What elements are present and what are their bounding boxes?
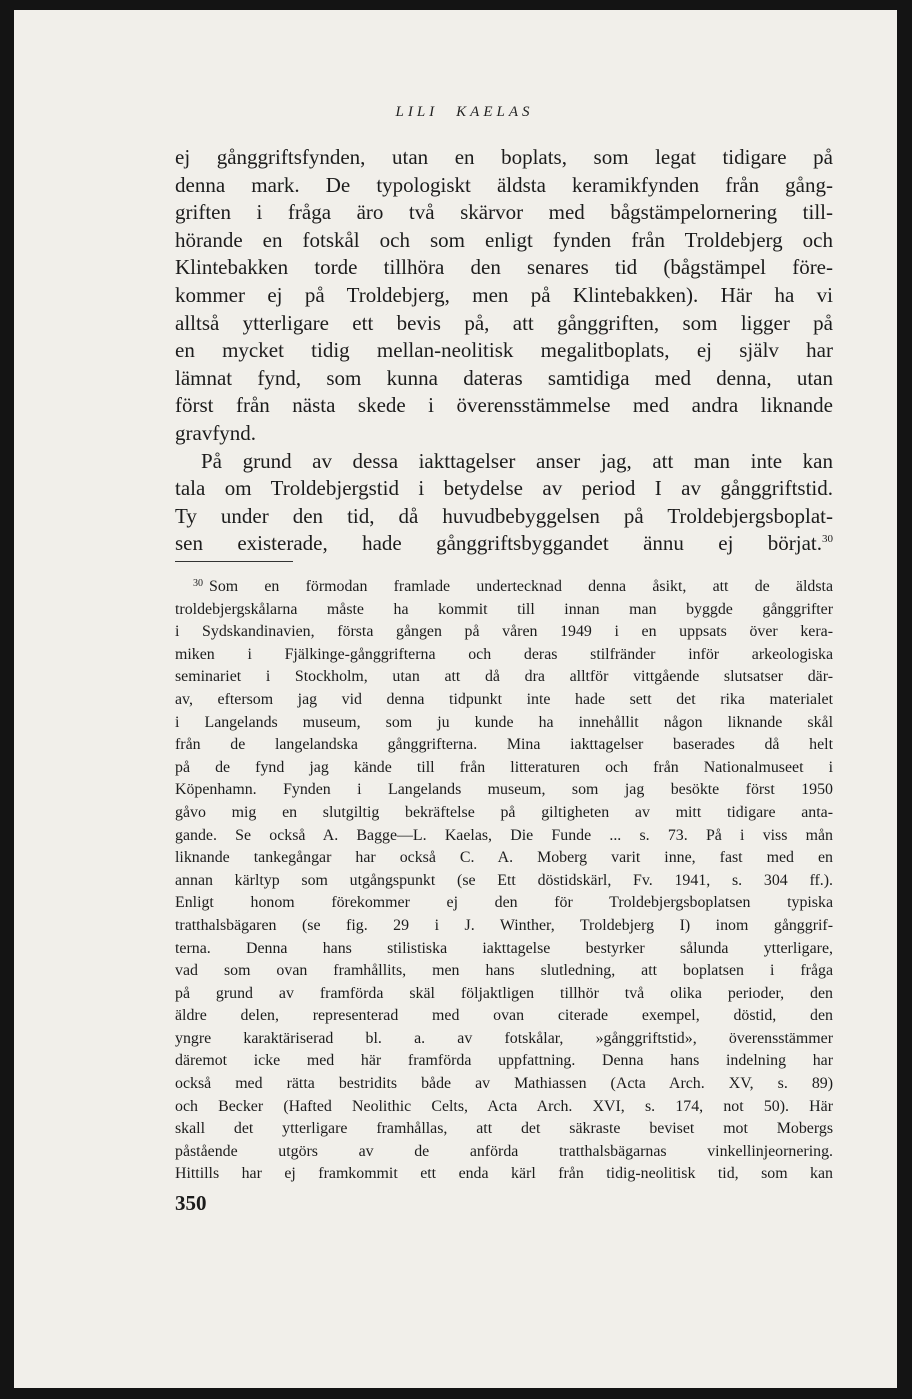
text-line: tala om Troldebjergstid i betydelse av period I av gånggriftstid.: [175, 476, 833, 501]
footnote-line: äldre delen, representerad med ovan citerade exempel, döstid, den: [175, 1007, 833, 1025]
text-line: först från nästa skede i överensstämmelse med andra liknande: [175, 393, 833, 418]
footnote-line: yngre karaktäriserad bl. a. av fotskålar, »gånggriftstid», överensstämmer: [175, 1029, 833, 1047]
running-head: [14, 104, 897, 121]
running-head-first-name: LILI: [395, 104, 439, 120]
footnote-line: skall det ytterligare framhållas, att det säkraste beviset mot Mobergs: [175, 1120, 833, 1138]
text-line: gravfynd.: [175, 420, 257, 445]
footnote-line: troldebjergskålarna måste ha kommit till innan man byggde gånggrifter: [175, 600, 833, 618]
book-page: [14, 10, 897, 1388]
text-line: ej gånggriftsfynden, utan en boplats, som legat tidigare på: [175, 145, 833, 169]
text-line: hörande en fotskål och som enligt fynden från Troldebjerg och: [175, 227, 833, 252]
footnote-line: på grund av framförda skäl följaktligen tillhör två olika perioder, den: [175, 984, 833, 1002]
footnote-line: däremot icke med här framförda uppfattning. Denna hans indelning har: [175, 1052, 833, 1070]
footnote-line-first: [175, 576, 833, 599]
footnote-reference: 30: [822, 533, 833, 546]
text-line: griften i fråga äro två skärvor med bågstämpelornering till-: [175, 200, 833, 225]
footnote-line: i Langelands museum, som ju kunde ha innehållit någon liknande skål: [175, 713, 833, 731]
footnote-line: annan kärltyp som utgångspunkt (se Ett döstidskärl, Fv. 1941, s. 304 ff.).: [175, 871, 833, 889]
text-line-last: [175, 530, 833, 558]
footnote-line: och Becker (Hafted Neolithic Celts, Acta Arch. XVI, s. 174, not 50). Här: [175, 1097, 833, 1115]
text-line: alltså ytterligare ett bevis på, att gånggriften, som ligger på: [175, 310, 833, 335]
footnote-line: på de fynd jag kände till från litteraturen och från Nationalmuseet i: [175, 758, 833, 776]
footnote-line: miken i Fjälkinge-gånggrifterna och deras stilfränder inför arkeologiska: [175, 645, 833, 663]
footnote-line: tratthalsbägaren (se fig. 29 i J. Winther, Troldebjerg I) inom gånggrif-: [175, 916, 833, 934]
footnote-line: av, eftersom jag vid denna tidpunkt inte hade sett det rika materialet: [175, 690, 833, 708]
footnote-line: liknande tankegångar har också C. A. Moberg varit inne, fast med en: [175, 849, 833, 867]
footnote-line: gande. Se också A. Bagge—L. Kaelas, Die Funde ... s. 73. På i viss mån: [175, 826, 833, 844]
footnote-line: i Sydskandinavien, första gången på våren 1949 i en uppsats över kera-: [175, 623, 833, 641]
footnote-line: vad som ovan framhållits, men hans slutledning, att boplatsen i fråga: [175, 962, 833, 980]
text-line: På grund av dessa iakttagelser anser jag, att man inte kan: [201, 448, 833, 473]
text-line: lämnat fynd, som kunna dateras samtidiga med denna, utan: [175, 365, 833, 390]
footnote-line: Köpenhamn. Fynden i Langelands museum, som jag besökte först 1950: [175, 781, 833, 799]
text-line: denna mark. De typologiskt äldsta keramikfynden från gång-: [175, 172, 833, 197]
text-line: en mycket tidig mellan-neolitisk megalitboplats, ej själv har: [175, 338, 833, 363]
running-head-last-name: KAELAS: [456, 104, 534, 120]
footnote-line: terna. Denna hans stilistiska iakttagelse bestyrker sålunda ytterligare,: [175, 939, 833, 957]
footnote-separator: [175, 561, 293, 562]
footnote-line: Enligt honom förekommer ej den för Troldebjergsboplatsen typiska: [175, 894, 833, 912]
footnote: [175, 576, 833, 1186]
footnote-line: gåvo mig en slutgiltig bekräftelse på giltigheten av mitt tidigare anta-: [175, 803, 833, 821]
footnote-line-content: Som en förmodan framlade undertecknad denna åsikt, att de äldsta: [209, 578, 833, 595]
footnote-line: seminariet i Stockholm, utan att då dra alltför vittgående slutsatser där-: [175, 668, 833, 686]
footnote-line: Hittills har ej framkommit ett enda kärl från tidig-neolitisk tid, som kan: [175, 1165, 833, 1183]
footnote-line: från de langelandska gånggrifterna. Mina iakttagelser baserades då helt: [175, 736, 833, 754]
text-line: kommer ej på Troldebjerg, men på Klintebakken). Här ha vi: [175, 282, 833, 307]
footnote-line: påstående utgörs av de anförda tratthalsbägarnas vinkellinjeornering.: [175, 1142, 833, 1160]
footnote-number: 30: [193, 578, 203, 589]
footnote-line: också med rätta bestridits både av Mathiassen (Acta Arch. XV, s. 89): [175, 1075, 833, 1093]
main-text: [175, 144, 833, 558]
text-line-content: sen existerade, hade gånggriftsbyggandet ännu ej börjat.: [175, 531, 822, 556]
text-line: Klintebakken torde tillhöra den senares tid (bågstämpel före-: [175, 255, 833, 280]
text-line: Ty under den tid, då huvudbebyggelsen på Troldebjergsboplat-: [175, 503, 833, 528]
page-number: 350: [175, 1191, 207, 1215]
